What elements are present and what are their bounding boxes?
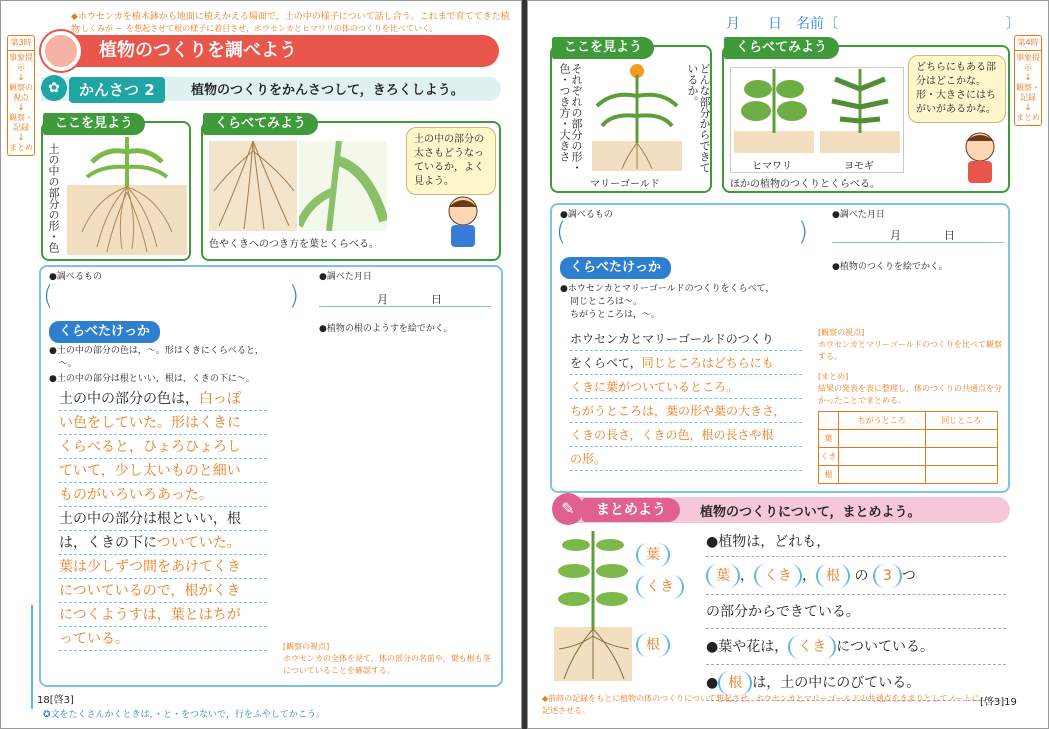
left-page — [0, 0, 522, 729]
part-label-leaf: 葉 — [636, 543, 670, 567]
answer-line: い色をしていた。形はくきに — [59, 411, 267, 435]
answer-line: 土の中の部分の色は，白っぽ — [59, 387, 267, 411]
sidebar-item: 観察・記録 — [9, 113, 33, 132]
answer-line: 土の中の部分は根といい，根 — [59, 507, 267, 531]
hint-1: ●土の中の部分の色は，～。形はくきにくらべると， — [49, 346, 264, 356]
date-field[interactable] — [832, 223, 1004, 243]
speech-bubble: どちらにもある部分はどこかな。形・大きさにはちがいがあるかな。 — [908, 55, 1006, 123]
paren-open: ( — [556, 217, 567, 247]
himawari-label: ヒマワリ — [752, 161, 792, 172]
bottom-note: ◆前時の記録をもとに植物の体のつくりについて想起させ，ホウセンカとマリーゴールドの共通点をきまりとしてノートに記述させる。 — [542, 694, 980, 715]
title-badge-icon — [41, 31, 81, 71]
sidebar-item: 事象提示 — [1016, 53, 1040, 72]
paperclip-icon: ✎ — [552, 493, 584, 525]
summary-line-5: ● 根 は，土の中にのびている。 — [706, 665, 1006, 701]
footer-tip: ✪文をたくさんかくときは，・と・をつないで，行をふやしてかこう。 — [43, 710, 325, 720]
shiraberu-label: ●調べるもの — [560, 210, 613, 220]
sidebar — [1014, 35, 1042, 126]
answer-line: をくらべて，同じところはどちらにも — [570, 351, 802, 375]
sidebar-head: 第4時 — [1015, 38, 1041, 51]
answer-line: 葉は少しずつ間をあけてくき — [59, 555, 267, 579]
arrow-down-icon: ↓ — [17, 133, 25, 143]
viewpoint-box — [818, 327, 1004, 407]
answer-line: くらべると，ひょろひょろし — [59, 435, 267, 459]
marigold-illustration — [592, 61, 682, 171]
kurabete-label: くらべてみよう — [203, 113, 318, 135]
page-number: 18[啓3] — [37, 695, 74, 706]
sidebar-item: まとめ — [9, 143, 33, 152]
right-page — [527, 0, 1049, 729]
kurabete-caption: 色やくきへのつき方を葉とくらべる。 — [209, 239, 379, 250]
date-field[interactable] — [319, 287, 491, 307]
yomogi-label: ヨモギ — [844, 161, 874, 172]
child-avatar — [956, 129, 1004, 185]
hint-1b: ～。 — [59, 359, 78, 369]
shirabeta-label: ●調べた月日 — [832, 210, 885, 220]
sidebar-item: 事象提示 — [9, 53, 33, 72]
answer-line: ていて，少し太いものと細い — [59, 459, 267, 483]
arrow-down-icon: ↓ — [1024, 73, 1032, 83]
viewpoint-text: ホウセンカとマリーゴールドのつくりを比べて観察する。 — [818, 340, 1002, 361]
viewpoint-box — [283, 641, 493, 677]
sidebar — [7, 35, 35, 156]
paren-open: ( — [43, 281, 54, 311]
hint-1: ●ホウセンカとマリーゴールドのつくりをくらべて， — [560, 284, 775, 294]
speech-bubble: 土の中の部分の太さもどうなっているか，よく見よう。 — [406, 127, 496, 195]
paren-close: ) — [289, 281, 300, 311]
root-illustration — [67, 137, 187, 255]
sidebar-item: 観察の視点 — [9, 83, 33, 102]
sidebar-item: 観察・記録 — [1016, 83, 1040, 102]
date-name-close: 〕 — [1006, 16, 1020, 32]
yomogi-illustration — [820, 69, 900, 153]
answer-line: っている。 — [59, 627, 267, 651]
date-name-line: 月 日 名前〔 — [726, 16, 838, 32]
answer-line: ものがいろいろあった。 — [59, 483, 267, 507]
kurabete-caption: ほかの植物のつくりとくらべる。 — [730, 179, 880, 190]
part-label-root: 根 — [636, 633, 670, 657]
day-label: 日 — [944, 229, 955, 242]
result-label: くらべたけっか — [560, 257, 671, 279]
viewpoint-title: [観察の視点] — [818, 328, 865, 337]
answer-line: につくようすは，葉とはちが — [59, 603, 267, 627]
plant-diagram — [554, 531, 632, 681]
roots-photo — [209, 141, 297, 231]
bracket-line — [31, 605, 33, 709]
summary-sentences — [706, 527, 1006, 701]
arrow-down-icon: ↓ — [17, 73, 25, 83]
matome-title: [まとめ] — [818, 372, 849, 381]
hint-1b: 同じところは～。 — [570, 297, 643, 307]
top-note: ◆ホウセンカを植木鉢から地面に植えかえる場面で，土の中の様子について話し合う。これまで育ててきた植物 — [71, 12, 510, 35]
answer-line: ホウセンカとマリーゴールドのつくり — [570, 327, 802, 351]
summary-text: 植物のつくりについて，まとめよう。 — [700, 505, 921, 520]
answer-line: ちがうところは，葉の形や葉の大きさ， — [570, 399, 802, 423]
day-label: 日 — [431, 293, 442, 306]
top-note-2: しくみが ー を想起させて根の様子に着目させ，ホウセンカとヒマワリの体のつくりを比べていく。 — [81, 24, 438, 33]
viewpoint-text: ホウセンカの全体を見て，体の部分の名前や，葉も根も茎についていることを確認する。 — [283, 654, 491, 675]
leaves-photo — [299, 141, 387, 231]
koko-vertical-1: どんな部分からできているか。 — [686, 63, 711, 173]
hint-2: ●土の中の部分は根といい，根は，くきの下に～。 — [49, 374, 255, 384]
page-number: [啓3]19 — [980, 697, 1017, 708]
arrow-down-icon: ↓ — [17, 103, 25, 113]
answer-line: についているので，根がくき — [59, 579, 267, 603]
summary-table: ちがうところ 同じところ 葉 くき 根 — [818, 411, 998, 484]
summary-line-3: の部分からできている。 — [706, 595, 1006, 629]
shiraberu-label: ●調べるもの — [49, 272, 102, 282]
marigold-label: マリーゴールド — [590, 179, 660, 190]
sidebar-item: まとめ — [1016, 113, 1040, 122]
sprout-icon: ✿ — [41, 75, 67, 101]
answer-line: の形。 — [570, 447, 802, 471]
matome-text: 結果の発表を表に整理し，体のつくりの共通点を分かったことでまとめる。 — [818, 384, 1002, 405]
child-avatar — [439, 193, 487, 249]
arrow-down-icon: ↓ — [1024, 103, 1032, 113]
summary-line-2: 葉 ， くき ， 根 の 3 つ — [706, 557, 1006, 595]
hint-1c: ちがうところは，～。 — [570, 310, 661, 320]
draw-note: ●植物のつくりを絵でかく。 — [832, 262, 948, 272]
paren-close: ) — [798, 217, 809, 247]
kansatsu-text: 植物のつくりをかんさつして，きろくしよう。 — [191, 83, 464, 98]
answer-line: は，くきの下についていた。 — [59, 531, 267, 555]
part-label-stem: くき — [636, 575, 684, 599]
koko-label: ここを見よう — [43, 113, 145, 135]
summary-line-4: ●葉や花は， くき についている。 — [706, 629, 1006, 665]
answer-line: くきの長さ，くきの色，根の長さや根 — [570, 423, 802, 447]
star-icon: ✪ — [43, 710, 51, 720]
koko-vertical-2: それぞれの部分の形・色・つき方・大きさ — [558, 63, 583, 173]
answer-line: くきに葉がついているところ。 — [570, 375, 802, 399]
result-label: くらべたけっか — [49, 321, 160, 343]
handwritten-answer — [570, 327, 802, 471]
sidebar-head: 第3時 — [8, 38, 34, 51]
kansatsu-label: かんさつ 2 — [69, 77, 165, 103]
draw-note: ●植物の根のようすを絵でかく。 — [319, 324, 453, 334]
himawari-illustration — [734, 69, 814, 153]
month-label: 月 — [890, 229, 901, 242]
koko-vertical: 土の中の部分の形・色 — [47, 143, 60, 253]
month-label: 月 — [377, 293, 388, 306]
summary-line-1: ●植物は，どれも， — [706, 527, 1006, 557]
shirabeta-label: ●調べた月日 — [319, 272, 372, 282]
page-title: 植物のつくりを調べよう — [59, 35, 499, 67]
handwritten-answer — [59, 387, 267, 651]
kurabete-label: くらべてみよう — [724, 37, 839, 59]
summary-label: まとめよう — [582, 498, 680, 522]
koko-label: ここを見よう — [552, 37, 654, 59]
viewpoint-title: [観察の視点] — [283, 642, 330, 651]
